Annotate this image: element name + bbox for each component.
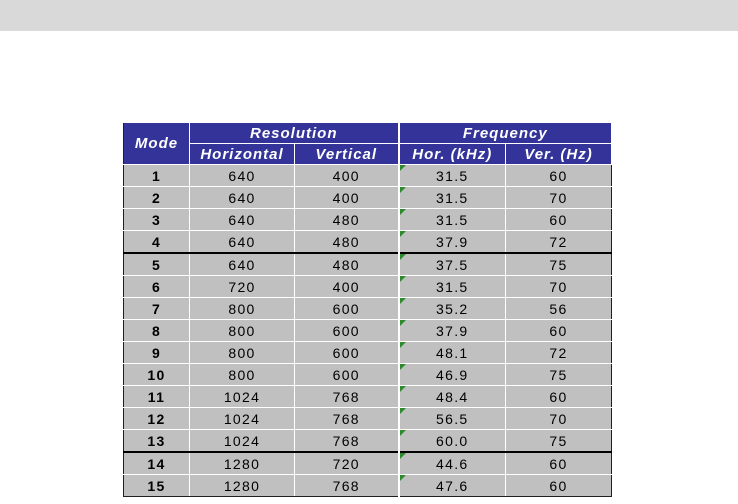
vertical-cell xyxy=(295,475,399,497)
mode-cell xyxy=(124,386,190,408)
vertical-cell-value: 720 xyxy=(332,455,360,472)
horizontal-cell xyxy=(190,298,295,320)
ver-frequency-cell xyxy=(506,364,612,386)
vertical-cell-value: 480 xyxy=(332,233,360,250)
hor-frequency-cell xyxy=(399,408,506,430)
ver-frequency-cell-value: 60 xyxy=(549,167,568,184)
hor-frequency-cell xyxy=(399,320,506,342)
table-row xyxy=(124,430,612,453)
ver-frequency-cell-value: 72 xyxy=(549,233,568,250)
cell-comment-flag-icon xyxy=(400,386,406,392)
vertical-cell xyxy=(295,320,399,342)
ver-frequency-cell-value: 70 xyxy=(549,410,568,427)
hor-frequency-cell-value: 31.5 xyxy=(436,167,469,184)
table-row xyxy=(124,276,612,298)
header-vertical: Vertical xyxy=(295,144,399,165)
vertical-cell-value: 400 xyxy=(332,278,360,295)
hor-frequency-cell-value: 48.4 xyxy=(436,388,469,405)
hor-frequency-cell xyxy=(399,298,506,320)
hor-frequency-cell-value: 60.0 xyxy=(436,432,469,449)
horizontal-cell xyxy=(190,430,295,453)
vertical-cell xyxy=(295,231,399,254)
table-row xyxy=(124,386,612,408)
mode-cell-value: 8 xyxy=(151,322,162,339)
mode-cell xyxy=(124,165,190,187)
mode-cell-value: 15 xyxy=(147,477,166,494)
horizontal-cell-value: 640 xyxy=(228,211,256,228)
horizontal-cell-value: 1024 xyxy=(223,388,261,405)
hor-frequency-cell xyxy=(399,231,506,254)
ver-frequency-cell-value: 70 xyxy=(549,189,568,206)
horizontal-cell-value: 640 xyxy=(228,233,256,250)
hor-frequency-cell-value: 35.2 xyxy=(436,300,469,317)
table-row xyxy=(124,187,612,209)
ver-frequency-cell xyxy=(506,386,612,408)
hor-frequency-cell xyxy=(399,452,506,475)
ver-frequency-cell-value: 75 xyxy=(549,256,568,273)
ver-frequency-cell-value: 70 xyxy=(549,278,568,295)
mode-cell xyxy=(124,209,190,231)
mode-cell xyxy=(124,298,190,320)
ver-frequency-cell xyxy=(506,430,612,453)
cell-comment-flag-icon xyxy=(400,364,406,370)
table-row xyxy=(124,298,612,320)
horizontal-cell-value: 1024 xyxy=(223,410,261,427)
cell-comment-flag-icon xyxy=(400,342,406,348)
hor-frequency-cell xyxy=(399,253,506,276)
table-row xyxy=(124,253,612,276)
horizontal-cell xyxy=(190,408,295,430)
cell-comment-flag-icon xyxy=(400,276,406,282)
vertical-cell xyxy=(295,165,399,187)
vertical-cell-value: 768 xyxy=(332,410,360,427)
mode-cell xyxy=(124,364,190,386)
ver-frequency-cell xyxy=(506,342,612,364)
horizontal-cell-value: 1280 xyxy=(223,455,261,472)
mode-cell xyxy=(124,187,190,209)
horizontal-cell-value: 800 xyxy=(228,300,256,317)
horizontal-cell xyxy=(190,452,295,475)
hor-frequency-cell xyxy=(399,430,506,453)
ver-frequency-cell-value: 60 xyxy=(549,211,568,228)
mode-cell xyxy=(124,231,190,254)
table-body xyxy=(124,165,612,497)
hor-frequency-cell-value: 37.9 xyxy=(436,322,469,339)
cell-comment-flag-icon xyxy=(400,187,406,193)
top-bar xyxy=(0,0,738,31)
mode-cell xyxy=(124,253,190,276)
vertical-cell-value: 480 xyxy=(332,211,360,228)
horizontal-cell-value: 800 xyxy=(228,366,256,383)
vertical-cell-value: 400 xyxy=(332,167,360,184)
mode-cell-value: 7 xyxy=(151,300,162,317)
ver-frequency-cell-value: 72 xyxy=(549,344,568,361)
horizontal-cell xyxy=(190,209,295,231)
hor-frequency-cell-value: 31.5 xyxy=(436,189,469,206)
horizontal-cell xyxy=(190,320,295,342)
mode-cell-value: 13 xyxy=(147,432,166,449)
horizontal-cell xyxy=(190,187,295,209)
horizontal-cell xyxy=(190,342,295,364)
hor-frequency-cell xyxy=(399,165,506,187)
vertical-cell xyxy=(295,253,399,276)
ver-frequency-cell xyxy=(506,298,612,320)
table-row xyxy=(124,320,612,342)
horizontal-cell-value: 640 xyxy=(228,189,256,206)
mode-cell xyxy=(124,475,190,497)
hor-frequency-cell-value: 31.5 xyxy=(436,278,469,295)
cell-comment-flag-icon xyxy=(400,453,406,459)
mode-cell xyxy=(124,342,190,364)
mode-cell-value: 10 xyxy=(147,366,166,383)
ver-frequency-cell xyxy=(506,408,612,430)
hor-frequency-cell-value: 48.1 xyxy=(436,344,469,361)
horizontal-cell xyxy=(190,276,295,298)
hor-frequency-cell-value: 47.6 xyxy=(436,477,469,494)
ver-frequency-cell-value: 75 xyxy=(549,366,568,383)
hor-frequency-cell-value: 56.5 xyxy=(436,410,469,427)
vertical-cell-value: 600 xyxy=(332,322,360,339)
hor-frequency-cell xyxy=(399,475,506,497)
hor-frequency-cell-value: 37.9 xyxy=(436,233,469,250)
vertical-cell xyxy=(295,386,399,408)
vertical-cell xyxy=(295,276,399,298)
horizontal-cell-value: 640 xyxy=(228,256,256,273)
ver-frequency-cell xyxy=(506,209,612,231)
mode-cell-value: 6 xyxy=(151,278,162,295)
header-ver-hz: Ver. (Hz) xyxy=(506,144,612,165)
ver-frequency-cell-value: 60 xyxy=(549,477,568,494)
mode-cell-value: 4 xyxy=(151,233,162,250)
hor-frequency-cell xyxy=(399,276,506,298)
horizontal-cell-value: 800 xyxy=(228,344,256,361)
vertical-cell-value: 600 xyxy=(332,344,360,361)
horizontal-cell-value: 640 xyxy=(228,167,256,184)
vertical-cell-value: 480 xyxy=(332,256,360,273)
table-row xyxy=(124,364,612,386)
vertical-cell xyxy=(295,187,399,209)
mode-cell xyxy=(124,452,190,475)
vertical-cell-value: 400 xyxy=(332,189,360,206)
vertical-cell-value: 600 xyxy=(332,366,360,383)
vertical-cell xyxy=(295,364,399,386)
vertical-cell xyxy=(295,430,399,453)
table-row xyxy=(124,209,612,231)
header-hor-khz: Hor. (kHz) xyxy=(399,144,506,165)
ver-frequency-cell xyxy=(506,276,612,298)
horizontal-cell xyxy=(190,231,295,254)
cell-comment-flag-icon xyxy=(400,254,406,260)
vertical-cell-value: 600 xyxy=(332,300,360,317)
cell-comment-flag-icon xyxy=(400,231,406,237)
mode-cell-value: 2 xyxy=(151,189,162,206)
horizontal-cell-value: 800 xyxy=(228,322,256,339)
cell-comment-flag-icon xyxy=(400,209,406,215)
mode-cell-value: 11 xyxy=(147,388,166,405)
mode-cell xyxy=(124,430,190,453)
horizontal-cell-value: 720 xyxy=(228,278,256,295)
header-mode: Mode xyxy=(124,123,190,165)
ver-frequency-cell-value: 60 xyxy=(549,455,568,472)
ver-frequency-cell xyxy=(506,452,612,475)
table-row xyxy=(124,408,612,430)
table-row xyxy=(124,475,612,497)
vertical-cell-value: 768 xyxy=(332,432,360,449)
hor-frequency-cell xyxy=(399,386,506,408)
header-resolution: Resolution xyxy=(190,123,399,144)
ver-frequency-cell-value: 56 xyxy=(549,300,568,317)
mode-cell-value: 14 xyxy=(147,455,166,472)
ver-frequency-cell xyxy=(506,475,612,497)
header-horizontal: Horizontal xyxy=(190,144,295,165)
cell-comment-flag-icon xyxy=(400,408,406,414)
cell-comment-flag-icon xyxy=(400,165,406,171)
vertical-cell xyxy=(295,209,399,231)
table-header xyxy=(124,123,612,165)
header-frequency: Frequency xyxy=(399,123,612,144)
hor-frequency-cell xyxy=(399,342,506,364)
hor-frequency-cell xyxy=(399,209,506,231)
table-row xyxy=(124,342,612,364)
horizontal-cell-value: 1280 xyxy=(223,477,261,494)
ver-frequency-cell-value: 75 xyxy=(549,432,568,449)
cell-comment-flag-icon xyxy=(400,298,406,304)
hor-frequency-cell-value: 31.5 xyxy=(436,211,469,228)
mode-cell-value: 3 xyxy=(151,211,162,228)
cell-comment-flag-icon xyxy=(400,430,406,436)
mode-cell xyxy=(124,408,190,430)
ver-frequency-cell xyxy=(506,231,612,254)
horizontal-cell xyxy=(190,475,295,497)
mode-cell-value: 9 xyxy=(151,344,162,361)
table-row xyxy=(124,452,612,475)
vertical-cell xyxy=(295,408,399,430)
ver-frequency-cell xyxy=(506,187,612,209)
mode-cell-value: 1 xyxy=(151,167,162,184)
vertical-cell xyxy=(295,452,399,475)
mode-cell xyxy=(124,276,190,298)
hor-frequency-cell-value: 44.6 xyxy=(436,455,469,472)
vertical-cell-value: 768 xyxy=(332,477,360,494)
hor-frequency-cell xyxy=(399,364,506,386)
horizontal-cell-value: 1024 xyxy=(223,432,261,449)
ver-frequency-cell xyxy=(506,253,612,276)
table-row xyxy=(124,231,612,254)
horizontal-cell xyxy=(190,165,295,187)
ver-frequency-cell-value: 60 xyxy=(549,322,568,339)
ver-frequency-cell xyxy=(506,320,612,342)
vertical-cell xyxy=(295,342,399,364)
vertical-cell xyxy=(295,298,399,320)
horizontal-cell xyxy=(190,386,295,408)
cell-comment-flag-icon xyxy=(400,320,406,326)
table-row xyxy=(124,165,612,187)
timing-modes-table xyxy=(123,122,612,497)
hor-frequency-cell-value: 37.5 xyxy=(436,256,469,273)
cell-comment-flag-icon xyxy=(400,475,406,481)
ver-frequency-cell-value: 60 xyxy=(549,388,568,405)
mode-cell xyxy=(124,320,190,342)
horizontal-cell xyxy=(190,253,295,276)
hor-frequency-cell xyxy=(399,187,506,209)
vertical-cell-value: 768 xyxy=(332,388,360,405)
mode-cell-value: 5 xyxy=(151,256,162,273)
ver-frequency-cell xyxy=(506,165,612,187)
hor-frequency-cell-value: 46.9 xyxy=(436,366,469,383)
horizontal-cell xyxy=(190,364,295,386)
timing-table-container xyxy=(123,122,612,497)
mode-cell-value: 12 xyxy=(147,410,166,427)
